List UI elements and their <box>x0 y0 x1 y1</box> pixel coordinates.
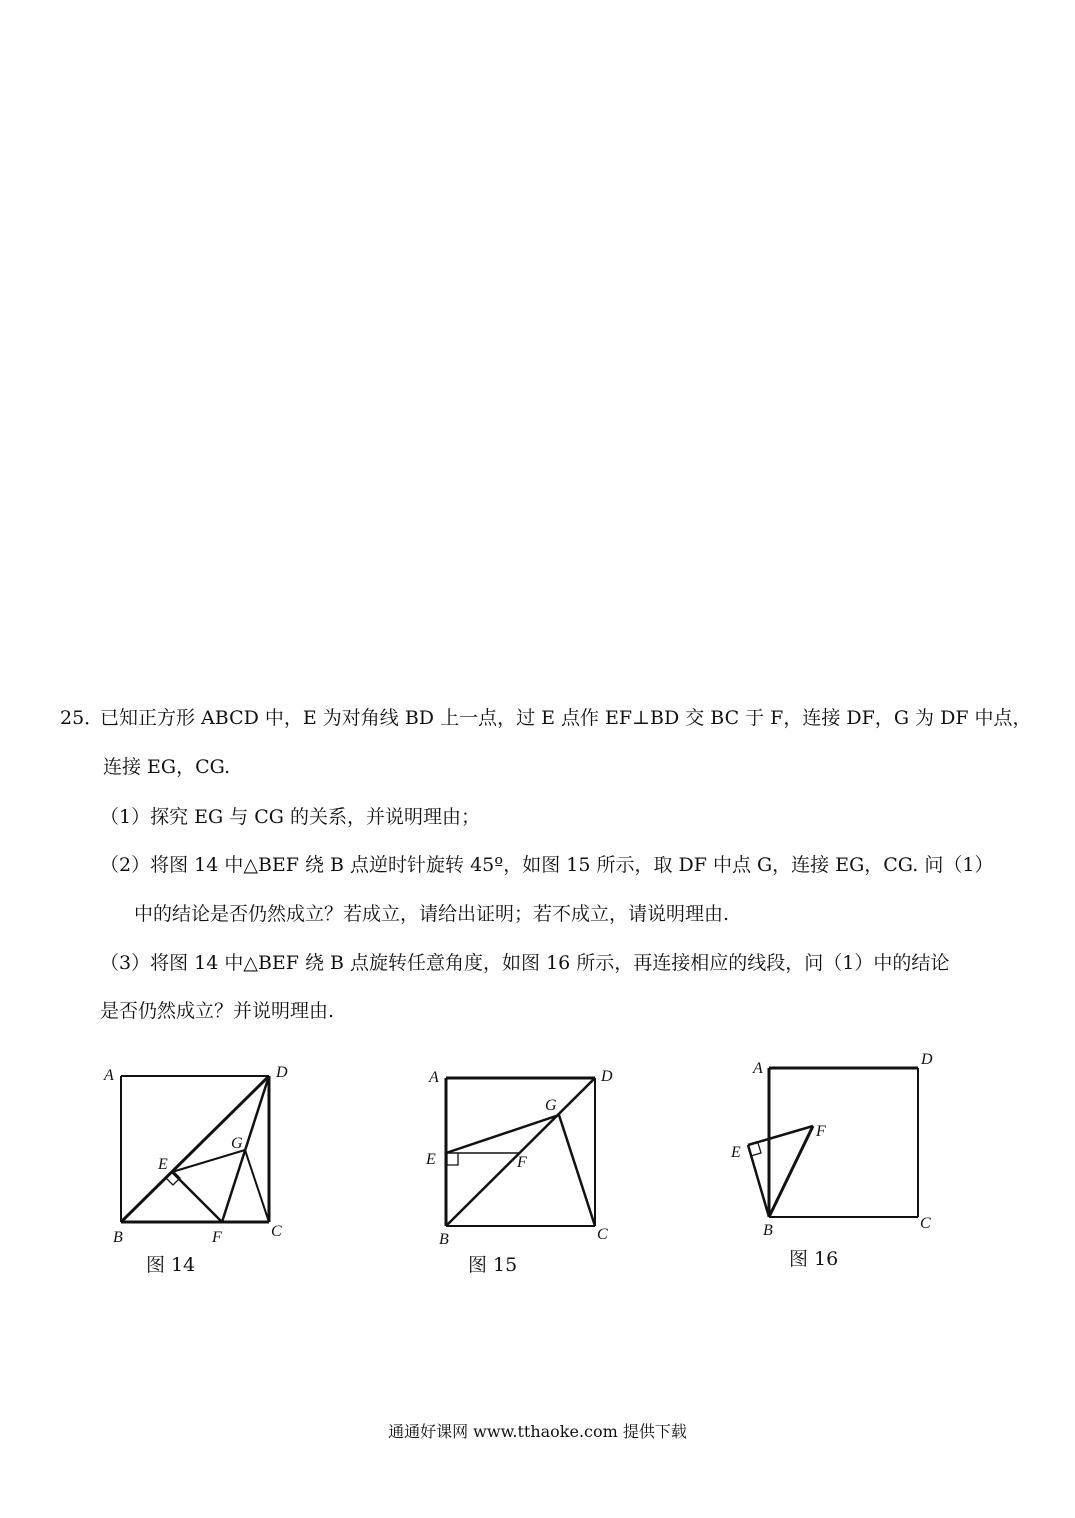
fig14-label-b: B <box>113 1229 123 1246</box>
fig15-label-e: E <box>426 1151 436 1168</box>
fig16-segment-bf <box>769 1126 813 1217</box>
question-part-1: （1）探究 EG 与 CG 的关系，并说明理由； <box>100 806 481 828</box>
question-part-2-line-1: （2）将图 14 中△BEF 绕 B 点逆时针旋转 45º，如图 15 所示，取 DF 中点 G，连接 EG，CG. 问（1） <box>100 854 994 876</box>
fig14-label-f: F <box>212 1229 222 1246</box>
fig14-caption: 图 14 <box>146 1254 196 1276</box>
fig15-label-g: G <box>545 1097 557 1114</box>
fig15-label-b: B <box>439 1231 449 1248</box>
question-part-2-line-2: 中的结论是否仍然成立？若成立，请给出证明；若不成立，请说明理由. <box>134 903 730 925</box>
fig14-label-d: D <box>276 1064 288 1081</box>
fig15-label-f: F <box>517 1154 527 1171</box>
question-stem-line-2: 连接 EG，CG. <box>103 756 231 778</box>
fig16-segment-ef <box>748 1126 813 1145</box>
fig15-caption: 图 15 <box>468 1254 518 1276</box>
question-part-3-line-1: （3）将图 14 中△BEF 绕 B 点旋转任意角度，如图 16 所示，再连接相应的线段，问（1）中的结论 <box>100 952 950 974</box>
question-stem-line-1: 已知正方形 ABCD 中，E 为对角线 BD 上一点，过 E 点作 EF⊥BD 交 BC 于 F，连接 DF，G 为 DF 中点， <box>100 707 1032 729</box>
fig14-label-g: G <box>231 1135 243 1152</box>
fig16-label-d: D <box>921 1051 933 1068</box>
fig16-label-f: F <box>816 1123 826 1140</box>
fig15-label-c: C <box>597 1226 608 1243</box>
fig16-label-e: E <box>731 1144 741 1161</box>
question-part-3-line-2: 是否仍然成立？并说明理由. <box>100 1000 335 1022</box>
fig16-label-a: A <box>753 1060 763 1077</box>
fig16-label-b: B <box>763 1222 773 1239</box>
fig14-label-c: C <box>271 1223 282 1240</box>
fig15-label-d: D <box>601 1068 613 1085</box>
fig16-label-c: C <box>920 1215 931 1232</box>
page-footer: 通通好课网 www.tthaoke.com 提供下载 <box>388 1422 687 1441</box>
fig15-label-a: A <box>429 1069 439 1086</box>
question-number: 25． <box>60 707 104 729</box>
fig14-label-e: E <box>158 1156 168 1173</box>
fig14-label-a: A <box>104 1067 114 1084</box>
fig16-caption: 图 16 <box>789 1248 839 1270</box>
